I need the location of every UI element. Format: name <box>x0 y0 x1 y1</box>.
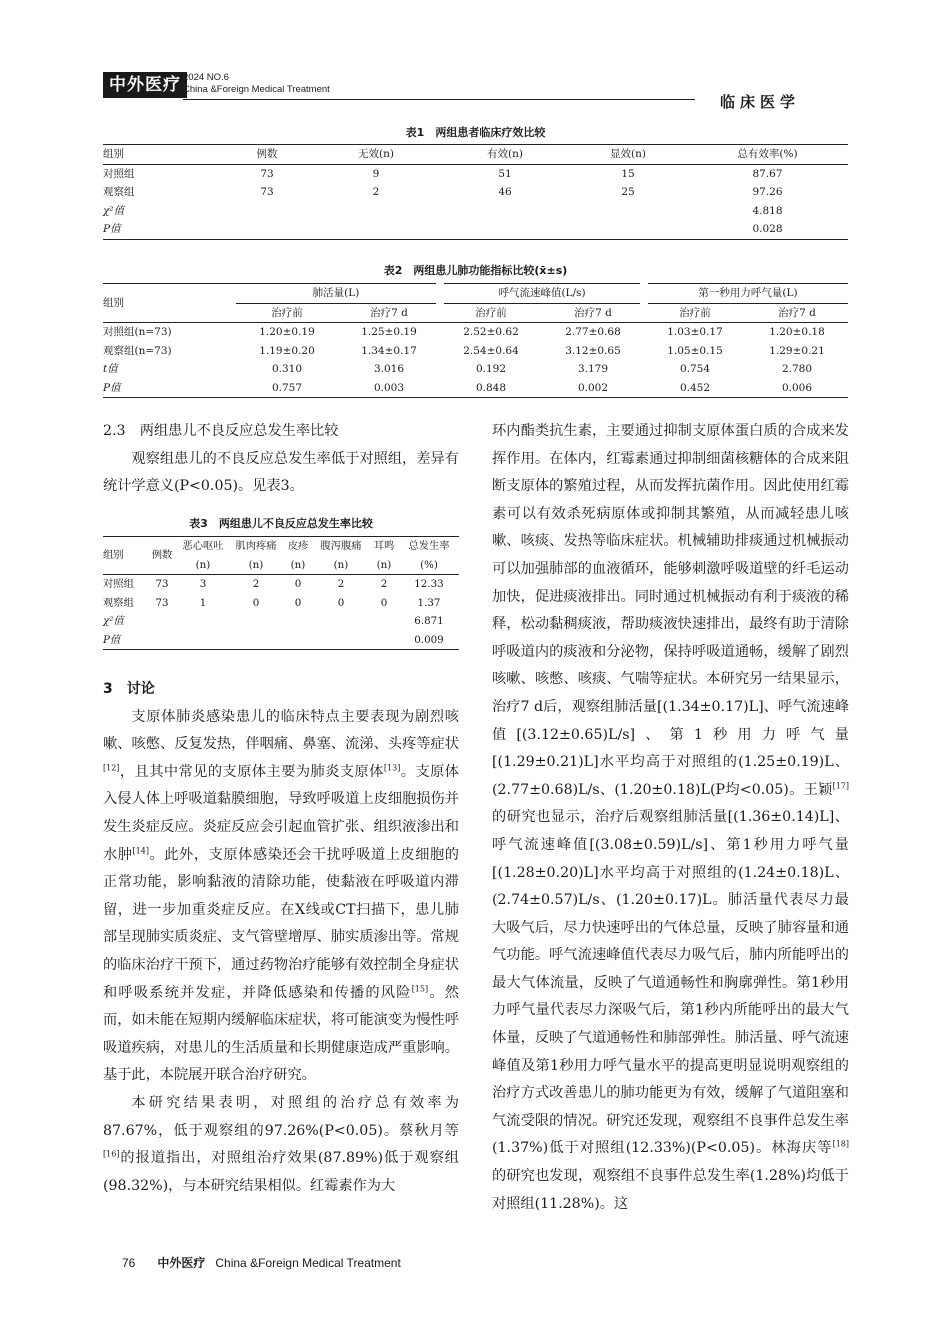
page-number: 76 <box>122 1256 136 1270</box>
table-cell: 97.26 <box>752 186 783 198</box>
table-row <box>103 594 459 613</box>
table3-caption: 表3 两组患儿不良反应总发生率比较 <box>189 517 373 530</box>
table-row <box>103 379 848 398</box>
table-cell: 0.310 <box>271 363 303 375</box>
table-cell: 0.452 <box>679 381 711 394</box>
table-cell: 1.19±0.20 <box>259 344 315 357</box>
table2-subheader: 治疗前 <box>271 306 303 319</box>
citation: [18] <box>832 1139 849 1149</box>
issue-number: 2024 NO.6 <box>183 72 229 83</box>
table-cell <box>569 202 687 221</box>
table-cell: 12.33 <box>414 578 444 590</box>
table-cell <box>369 631 399 650</box>
table1-header: 组别 <box>103 148 124 160</box>
table3-header: 例数 <box>147 537 177 575</box>
table-cell: 0.003 <box>373 381 405 394</box>
table1 <box>103 144 848 240</box>
table3-unit: (%) <box>420 558 438 571</box>
table3-unit: (n) <box>290 558 306 571</box>
table2-subheader: 治疗前 <box>679 306 711 319</box>
table-cell <box>177 612 229 631</box>
table2-group-header: 组别 <box>103 284 236 323</box>
table-cell: 2.52±0.62 <box>463 326 519 338</box>
table-row <box>103 183 848 202</box>
table-cell: 1.05±0.15 <box>667 344 723 357</box>
table3-header: 耳鸣 <box>373 540 395 552</box>
table-cell: 观察组(n=73) <box>103 344 172 357</box>
table-cell: 对照组(n=73) <box>103 326 172 338</box>
footer-journal-cn: 中外医疗 <box>157 1256 206 1270</box>
table3 <box>103 536 459 650</box>
footer-journal-en: China &Foreign Medical Treatment <box>215 1256 401 1270</box>
table-cell: 0.006 <box>781 381 813 394</box>
left-column-discussion <box>103 676 459 1200</box>
table-cell: 对照组 <box>103 578 134 590</box>
table2-col-group: 呼气流速峰值(L/s) <box>440 284 644 304</box>
table3-header: 总发生率 <box>408 540 450 552</box>
table-cell <box>441 202 569 221</box>
table2-caption: 表2 两组患儿肺功能指标比较(x̄±s) <box>383 264 568 277</box>
table-cell <box>313 631 369 650</box>
table-cell: 3.179 <box>577 363 609 375</box>
table-cell: 3.016 <box>373 363 405 375</box>
paragraph: 观察组患儿的不良反应总发生率低于对照组，差异有统计学意义(P<0.05)。见表3。 <box>103 450 459 495</box>
table1-header: 有效(n) <box>487 148 523 160</box>
table-cell <box>283 631 313 650</box>
journal-logo: 中外医疗 <box>103 72 187 98</box>
table-cell: 6.871 <box>414 615 444 627</box>
table-row <box>103 631 459 650</box>
table-cell: 0.757 <box>271 381 303 394</box>
paragraph: 环内酯类抗生素，主要通过抑制支原体蛋白质的合成来发挥作用。在体内，红霉素通过抑制细菌核糖体的合成来阻断支原体的繁殖过程，从而发挥抗菌作用。因此使用红霉素可以有效杀死病原体或抑制其繁殖，从而减轻患儿咳嗽、咳痰、发热等临床症状。机械辅助排痰通过机械振动可以加强肺部的血液循环，能够刺激呼吸道壁的纤毛运动加快，促进痰液排出。同时通过机械振动有利于痰液的稀释，松动黏稠痰液，帮助痰液快速排出，最终有助于清除呼吸道内的痰液和分泌物，保持呼吸道通畅，缓解了剧烈咳嗽、咳憋、咳痰、气喘等症状。本研究另一结果显示，治疗7 d后，观察组肺活量[(1.34±0.17)L]、呼气流速峰值[(3.12±0.65)L/s]、第1秒用力呼气量[(1.29±0.21)L]水平均高于对照组的(1.25±0.19)L、(2.77±0.68)L/s、(1.20±0.18)L(P均<0.05)。王颖[17]的研究也显示，治疗后观察组肺活量[(1.36±0.14)L]、呼气流速峰值[(3.08±0.59)L/s]、第1秒用力呼气量[(1.28±0.20)L]水平均高于对照组的(1.24±0.18)L、(2.74±0.57)L/s、(1.20±0.17)L。肺活量代表尽力最大吸气后，尽力快速呼出的气体总量，反映了肺容量和通气功能。呼气流速峰值代表尽力吸气后，肺内所能呼出的最大气体流量，反映了气道通畅性和胸廓弹性。第1秒用力呼气量代表尽力深吸气后，第1秒内所能呼出的最大气体量，反映了气道通畅性和肺部弹性。肺活量、呼气流速峰值及第1秒用力呼气量水平的提高更明显说明观察组的治疗方式改善患儿的肺功能更为有效，缓解了气道阻塞和气流受限的情况。研究还发现，观察组不良事件总发生率(1.37%)低于对照组(12.33%)(P<0.05)。林海庆等[18]的研究也发现，观察组不良事件总发生率(1.28%)均低于对照组(11.28%)。这 <box>492 423 849 1212</box>
table-row <box>103 164 848 183</box>
table-cell: t值 <box>103 363 118 375</box>
table-cell: 1.29±0.21 <box>769 344 825 357</box>
table3-header: 皮疹 <box>287 540 309 552</box>
table-cell <box>223 220 311 239</box>
issue-info <box>183 72 330 96</box>
table-row <box>103 342 848 361</box>
table-cell: 1.20±0.18 <box>769 326 825 338</box>
table-cell <box>313 612 369 631</box>
table-cell: 0 <box>294 596 302 609</box>
table-cell <box>147 631 177 650</box>
citation: [15] <box>411 983 429 993</box>
table1-header: 总有效率(%) <box>737 148 798 160</box>
table1-caption: 表1 两组患者临床疗效比较 <box>405 126 546 139</box>
journal-english-name: China &Foreign Medical Treatment <box>183 84 330 95</box>
table2-subheader: 治疗7 d <box>574 306 612 319</box>
table1-header: 显效(n) <box>610 148 646 160</box>
table-cell: 73 <box>260 186 274 198</box>
table-cell: 1.25±0.19 <box>361 326 417 338</box>
table-cell: 46 <box>498 186 512 198</box>
table-cell: 3 <box>199 578 207 590</box>
table-cell: 73 <box>155 596 169 609</box>
table3-unit: (n) <box>195 558 211 571</box>
table-cell <box>229 631 283 650</box>
header-rule <box>183 99 695 100</box>
table1-header: 无效(n) <box>358 148 394 160</box>
table-cell: 25 <box>621 186 635 198</box>
table-cell <box>569 220 687 239</box>
table-cell: 1.34±0.17 <box>361 344 417 357</box>
table-cell: 2.780 <box>781 363 813 375</box>
table-cell: 观察组 <box>103 186 135 198</box>
table-cell: 观察组 <box>103 596 134 609</box>
table-cell: 1.03±0.17 <box>667 326 723 338</box>
table-row <box>103 612 459 631</box>
table-cell: 73 <box>155 578 169 590</box>
table3-header: 组别 <box>103 537 147 575</box>
table-row <box>103 323 848 342</box>
table-cell <box>177 631 229 650</box>
table-cell: 0 <box>337 596 345 609</box>
table2-subheader: 治疗7 d <box>370 306 408 319</box>
citation: [12] <box>103 763 120 773</box>
table-cell: 0 <box>294 578 302 590</box>
table-row <box>103 220 848 239</box>
page-footer <box>122 1254 401 1271</box>
citation: [17] <box>832 780 849 790</box>
table-cell <box>283 612 313 631</box>
table-cell: 2 <box>252 578 260 590</box>
table-cell: 1 <box>199 596 207 609</box>
table-cell <box>441 220 569 239</box>
table3-header: 肌肉疼痛 <box>235 540 277 552</box>
table-cell: P值 <box>103 633 121 646</box>
table-cell: 3.12±0.65 <box>565 344 621 357</box>
paragraph: 支原体肺炎感染患儿的临床特点主要表现为剧烈咳嗽、咳憋、反复发热，伴咽痛、鼻塞、流涕、头疼等症状[12]，且其中常见的支原体主要为肺炎支原体[13]。支原体入侵人体上呼吸道黏膜细胞，导致呼吸道上皮细胞损伤并发生炎症反应。炎症反应会引起血管扩张、组织液渗出和水肿[14]。此外，支原体感染还会干扰呼吸道上皮细胞的正常功能，影响黏液的清除功能，使黏液在呼吸道内滞留，进一步加重炎症反应。在X线或CT扫描下，患儿肺部呈现肺实质炎症、支气管壁增厚、肺实质渗出等。常规的临床治疗干预下，通过药物治疗能够有效控制全身症状和呼吸系统并发症，并降低感染和传播的风险[15]。然而，如未能在短期内缓解临床症状，将可能演变为慢性呼吸道疾病，对患儿的生活质量和长期健康造成严重影响。基于此，本院展开联合治疗研究。 <box>103 708 459 1084</box>
table-cell: 0.028 <box>752 223 783 235</box>
table-cell: 2 <box>337 578 345 590</box>
table-cell: χ²值 <box>103 615 124 627</box>
section-3-heading: 3 讨论 <box>103 681 155 697</box>
table-row <box>103 575 459 594</box>
table-cell: 1.37 <box>417 596 441 609</box>
table3-unit: (n) <box>333 558 349 571</box>
table-cell: 0.848 <box>475 381 507 394</box>
table3-header: 腹泻腹痛 <box>320 540 362 552</box>
table-cell: 73 <box>260 167 274 180</box>
citation: [16] <box>103 1149 120 1159</box>
table3-unit: (n) <box>376 558 392 571</box>
table-cell <box>369 612 399 631</box>
table-cell: 1.20±0.19 <box>259 326 315 338</box>
table-cell: 0.754 <box>679 363 711 375</box>
table-cell <box>229 612 283 631</box>
table-cell: χ²值 <box>103 204 125 217</box>
table-cell <box>147 612 177 631</box>
table-cell: 2 <box>380 578 388 590</box>
table-cell: 9 <box>372 167 380 180</box>
table-cell: P值 <box>103 223 121 235</box>
paragraph: 本研究结果表明，对照组的治疗总有效率为87.67%，低于观察组的97.26%(P<0.05)。蔡秋月等[16]的报道指出，对照组治疗效果(87.89%)低于观察组(98.32%)，与本研究结果相似。红霉素作为大 <box>103 1094 459 1194</box>
left-column-top <box>103 418 459 501</box>
right-column <box>492 418 849 1218</box>
table-cell: 0 <box>380 596 388 609</box>
table2 <box>103 283 848 398</box>
table-cell <box>311 220 441 239</box>
table-row <box>103 202 848 221</box>
table2-subheader: 治疗前 <box>475 306 507 319</box>
table-cell: 51 <box>498 167 512 180</box>
table-cell: 2.77±0.68 <box>565 326 621 338</box>
table-cell: 4.818 <box>752 204 783 217</box>
table-cell: 0.002 <box>577 381 609 394</box>
table-cell: 0 <box>252 596 260 609</box>
table-cell: 2.54±0.64 <box>463 344 519 357</box>
table-cell: 对照组 <box>103 167 135 180</box>
table-cell <box>223 202 311 221</box>
table-cell <box>311 202 441 221</box>
table3-unit: (n) <box>248 558 264 571</box>
section-2-3-heading: 2.3 两组患儿不良反应总发生率比较 <box>103 423 339 439</box>
section-title: 临床医学 <box>720 93 801 111</box>
table2-col-group: 第一秒用力呼气量(L) <box>644 284 848 304</box>
table2-subheader: 治疗7 d <box>778 306 816 319</box>
table-cell: 0.192 <box>475 363 507 375</box>
citation: [14] <box>132 845 149 855</box>
table-cell: P值 <box>103 381 121 394</box>
table-cell: 15 <box>621 167 635 180</box>
table1-header: 例数 <box>256 148 278 160</box>
table-cell: 0.009 <box>414 633 444 646</box>
table3-header: 恶心呕吐 <box>182 540 224 552</box>
table-cell: 2 <box>372 186 380 198</box>
table-cell: 87.67 <box>752 167 783 180</box>
citation: [13] <box>383 763 401 773</box>
table-row <box>103 360 848 379</box>
table2-col-group: 肺活量(L) <box>236 284 440 304</box>
